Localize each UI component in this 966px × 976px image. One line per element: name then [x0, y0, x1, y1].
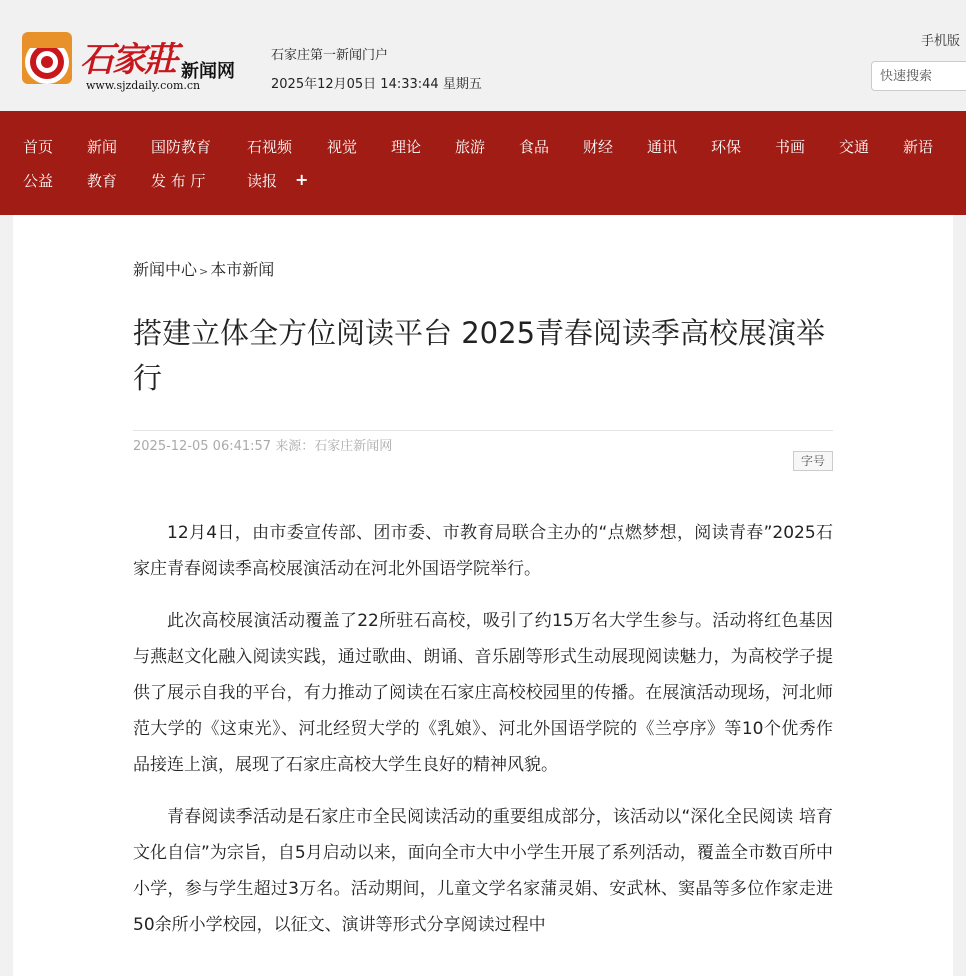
quick-search-input[interactable] [871, 61, 966, 91]
breadcrumb [133, 257, 274, 280]
nav-item-calligraphy[interactable]: 书画 [775, 138, 806, 156]
current-datetime: 2025年12月05日 14:33:44 星期五 [271, 77, 482, 92]
nav-item-home[interactable]: 首页 [23, 138, 54, 156]
site-header [0, 0, 966, 111]
nav-item-visual[interactable]: 视觉 [327, 138, 358, 156]
nav-item-charity[interactable]: 公益 [23, 172, 54, 190]
meta-divider [133, 430, 833, 431]
nav-item-defense-education[interactable]: 国防教育 [151, 138, 212, 156]
logo-url: www.sjzdaily.com.cn [86, 79, 201, 92]
article-title: 搭建立体全方位阅读平台 2025青春阅读季高校展演举行 [133, 316, 826, 395]
article-paragraph: 此次高校展演活动覆盖了22所驻石高校，吸引了约15万名大学生参与。活动将红色基因与燕赵文化融入阅读实践，通过歌曲、朗诵、音乐剧等形式生动展现阅读魅力，为高校学子提供了展示自我的平台，有力推动了阅读在石家庄高校校园里的传播。在展演活动现场，河北师范大学的《这束光》、河北经贸大学的《乳娘》、河北外国语学院的《兰亭序》等10个优秀作品接连上演，展现了石家庄高校大学生良好的精神风貌。 [133, 611, 833, 775]
nav-item-telecom[interactable]: 通讯 [647, 138, 678, 156]
nav-item-theory[interactable]: 理论 [391, 138, 422, 156]
nav-item-food[interactable]: 食品 [519, 138, 550, 156]
font-size-button[interactable]: 字号 [793, 451, 833, 471]
nav-more-plus-icon[interactable]: + [295, 170, 309, 189]
logo-subtitle: 新闻网 [181, 61, 235, 82]
site-tagline: 石家庄第一新闻门户 [271, 48, 389, 63]
nav-item-finance[interactable]: 财经 [583, 138, 614, 156]
article-paragraph: 12月4日，由市委宣传部、团市委、市教育局联合主办的“点燃梦想，阅读青春”2025石家庄青春阅读季高校展演活动在河北外国语学院举行。 [133, 523, 833, 579]
nav-item-news[interactable]: 新闻 [87, 138, 118, 156]
main-nav [0, 111, 966, 215]
nav-item-press-hall[interactable]: 发 布 厅 [151, 172, 206, 190]
mobile-version-link[interactable]: 手机版 [921, 34, 961, 49]
logo-wordmark: 石家莊 [80, 40, 176, 80]
nav-item-video[interactable]: 石视频 [247, 138, 293, 156]
breadcrumb-local-news[interactable]: 本市新闻 [210, 260, 275, 279]
article-body [133, 515, 833, 959]
nav-item-travel[interactable]: 旅游 [455, 138, 486, 156]
nav-item-traffic[interactable]: 交通 [839, 138, 870, 156]
nav-item-environment[interactable]: 环保 [711, 138, 742, 156]
breadcrumb-separator: > [199, 265, 209, 278]
nav-item-new-words[interactable]: 新语 [903, 138, 934, 156]
article-meta: 2025-12-05 06:41:57 来源：石家庄新闻网 [133, 439, 393, 454]
article-paragraph: 青春阅读季活动是石家庄市全民阅读活动的重要组成部分，该活动以“深化全民阅读 培育文化自信”为宗旨，自5月启动以来，面向全市大中小学生开展了系列活动，覆盖全市数百所中小学，参与学生超过3万名。活动期间，儿童文学名家蒲灵娟、安武林、窦晶等多位作家走进50余所小学校园，以征文、演讲等形式分享阅读过程中 [133, 807, 833, 935]
nav-item-education[interactable]: 教育 [87, 172, 118, 190]
breadcrumb-news-center[interactable]: 新闻中心 [133, 260, 198, 279]
nav-item-epaper[interactable]: 读报 [247, 172, 278, 190]
